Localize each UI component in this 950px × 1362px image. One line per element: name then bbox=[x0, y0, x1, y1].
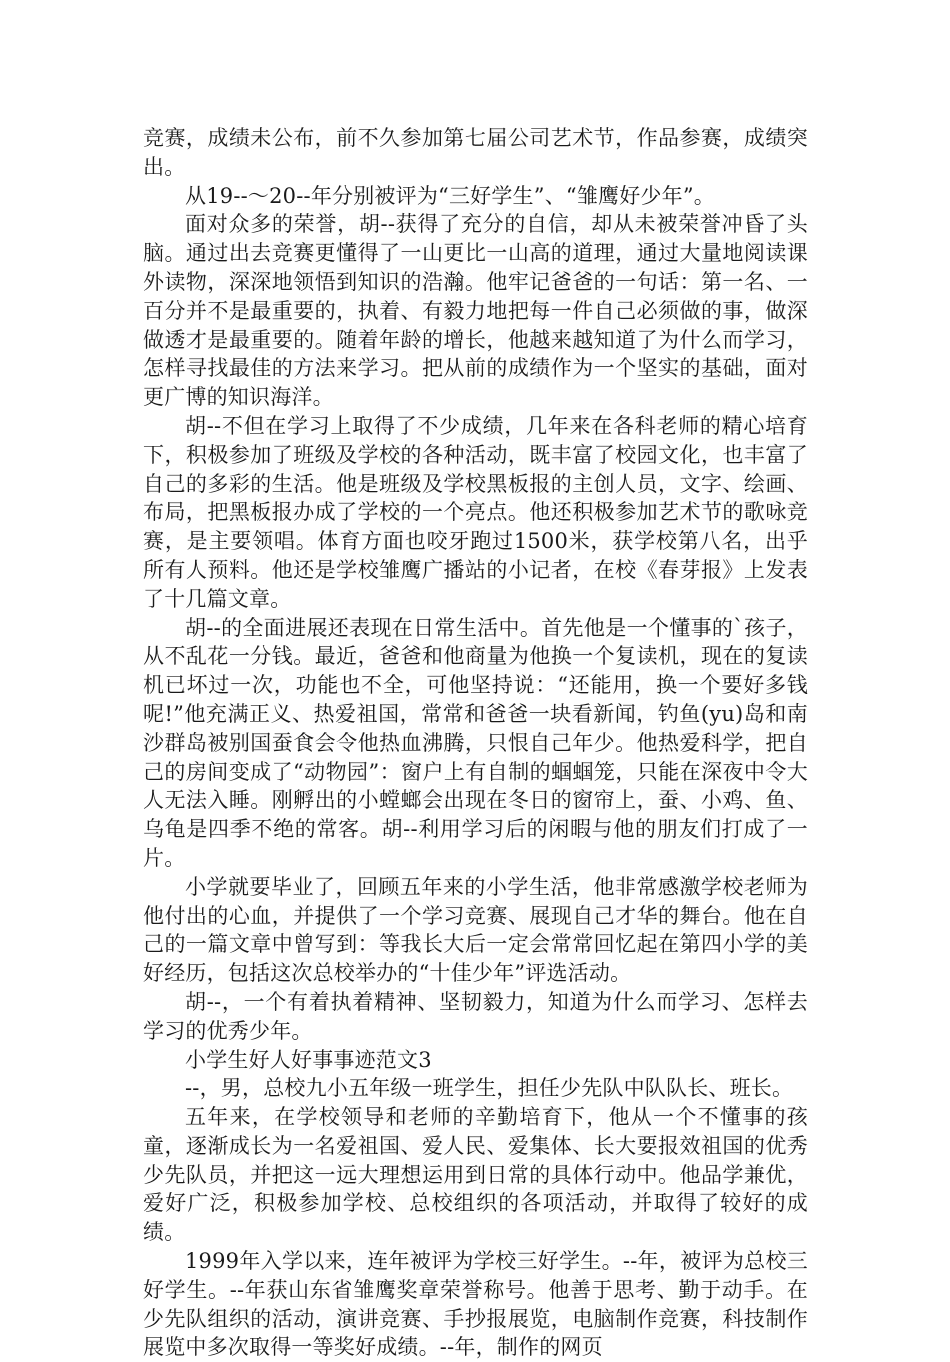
paragraph-achievements: 1999年入学以来，连年被评为学校三好学生。--年，被评为总校三好学生。--年获山东省雏鹰奖章荣誉称号。他善于思考、勤于动手。在少先队组织的活动，演讲竞赛、手抄报展览，电脑制作竞赛，科技制作展览中多次取得一等奖好成绩。--年，制作的网页 bbox=[143, 1249, 808, 1360]
paragraph-summary: 胡--，一个有着执着精神、坚韧毅力，知道为什么而学习、怎样去学习的优秀少年。 bbox=[143, 989, 808, 1043]
paragraph-student-intro: --，男，总校九小五年级一班学生，担任少先队中队队长、班长。 bbox=[185, 1076, 794, 1101]
paragraph-facing-honors: 面对众多的荣誉，胡--获得了充分的自信，却从未被荣誉冲昏了头脑。通过出去竞赛更懂得了一山更比一山高的道理，通过大量地阅读课外读物，深深地领悟到知识的浩瀚。他牢记爸爸的一句话：第一名、一百分并不是最重要的，执着、有毅力地把每一件自己必须做的事，做深做透才是最重要的。随着年龄的增长，他越来越知道了为什么而学习，怎样寻找最佳的方法来学习。把从前的成绩作为一个坚实的基础，面对更广博的知识海洋。 bbox=[143, 212, 808, 410]
paragraph-honors-years: 从19--～20--年分别被评为“三好学生”、“雏鹰好少年”。 bbox=[185, 183, 715, 208]
paragraph-activities: 胡--不但在学习上取得了不少成绩，几年来在各科老师的精心培育下，积极参加了班级及学校的各种活动，既丰富了校园文化，也丰富了自己的多彩的生活。他是班级及学校黑板报的主创人员，文字、绘画、布局，把黑板报办成了学校的一个亮点。他还积极参加艺术节的歌咏竞赛，是主要领唱。体育方面也咬牙跑过1500米，获学校第八名，出乎所有人预料。他还是学校雏鹰广播站的小记者，在校《春芽报》上发表了十几篇文章。 bbox=[143, 413, 808, 611]
paragraph-daily-life: 胡--的全面进展还表现在日常生活中。首先他是一个懂事的`孩子，从不乱花一分钱。最近，爸爸和他商量为他换一个复读机，现在的复读机已坏过一次，功能也不全，可他坚持说：“还能用，换一个要好多钱呢!”他充满正义、热爱祖国，常常和爸爸一块看新闻，钓鱼(yu)岛和南沙群岛被别国蚕食会令他热血沸腾，只恨自己年少。他热爱科学，把自己的房间变成了“动物园”：窗户上有自制的蝈蝈笼，只能在深夜中令大人无法入睡。刚孵出的小螳螂会出现在冬日的窗帘上，蚕、小鸡、鱼、乌龟是四季不绝的常客。胡--利用学习后的闲暇与他的朋友们打成了一片。 bbox=[143, 615, 808, 870]
paragraph-continuation: 竞赛，成绩未公布，前不久参加第七届公司艺术节，作品参赛，成绩突出。 bbox=[143, 126, 808, 179]
document-page bbox=[143, 124, 808, 1362]
paragraph-five-years: 五年来，在学校领导和老师的辛勤培育下，他从一个不懂事的孩童，逐渐成长为一名爱祖国、爱人民、爱集体、长大要报效祖国的优秀少先队员，并把这一远大理想运用到日常的具体行动中。他品学兼优，爱好广泛，积极参加学校、总校组织的各项活动，并取得了较好的成绩。 bbox=[143, 1105, 808, 1245]
section-heading: 小学生好人好事事迹范文3 bbox=[185, 1047, 432, 1072]
paragraph-graduation: 小学就要毕业了，回顾五年来的小学生活，他非常感激学校老师为他付出的心血，并提供了一个学习竞赛、展现自己才华的舞台。他在自己的一篇文章中曾写到：等我长大后一定会常常回忆起在第四小学的美好经历，包括这次总校举办的“十佳少年”评选活动。 bbox=[143, 874, 808, 986]
